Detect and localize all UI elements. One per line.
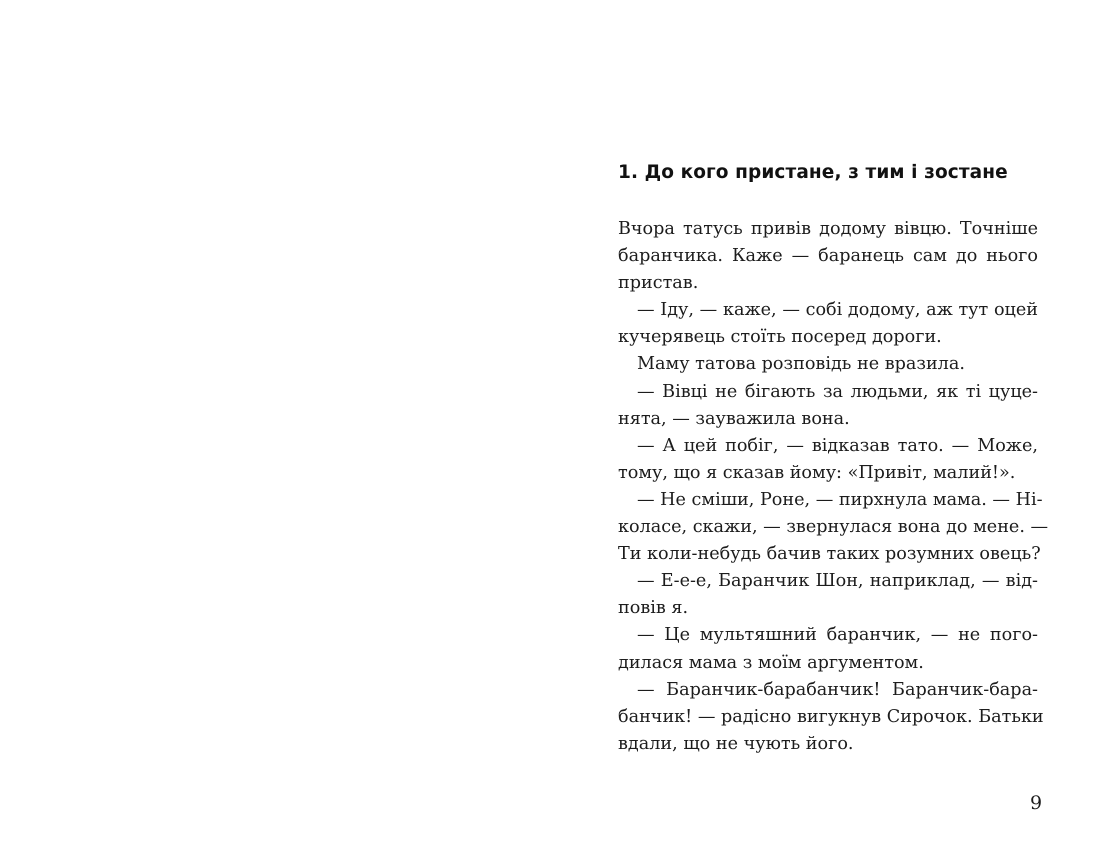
text-line: повів я. [618,598,689,619]
right-page [552,0,1105,850]
text-line: нята, — зауважила вона. [618,408,850,429]
text-line: Маму татова розповідь не вразила. [637,354,965,375]
chapter-title: 1. До кого пристане, з тим і зостане [618,162,1008,183]
text-line: пристав. [618,273,699,294]
text-line: банчик! — радісно вигукнув Сирочок. Батьки [618,706,1044,727]
text-line: дилася мама з моїм аргументом. [618,652,924,673]
text-line: Ти коли-небудь бачив таких розумних овець? [618,544,1041,565]
text-line: — Це мультяшний баранчик, — не пого- [637,625,1038,646]
text-line: тому, що я сказав йому: «Привіт, малий!». [618,462,1016,483]
page-number: 9 [1030,792,1043,814]
text-line: баранчика. Каже — баранець сам до нього [618,246,1038,267]
left-page-blank [0,0,552,850]
text-line: кучерявець стоїть посеред дороги. [618,327,942,348]
text-line: — Баранчик-барабанчик! Баранчик-бара- [637,679,1038,700]
text-line: вдали, що не чують його. [618,733,854,754]
text-line: — Іду, — каже, — собі додому, аж тут оцей [637,300,1038,321]
text-line: — Вівці не бігають за людьми, як ті цуце- [637,381,1038,402]
text-line: — Не сміши, Роне, — пирхнула мама. — Ні- [637,489,1043,510]
text-line: Вчора татусь привів додому вівцю. Точніше [618,219,1038,239]
text-line: — А цей побіг, — відказав тато. — Може, [637,435,1038,456]
body-text [618,216,1049,758]
text-line: коласе, скажи, — звернулася вона до мене. — [618,517,1049,538]
text-line: — Е-е-е, Баранчик Шон, наприклад, — від- [637,571,1038,592]
